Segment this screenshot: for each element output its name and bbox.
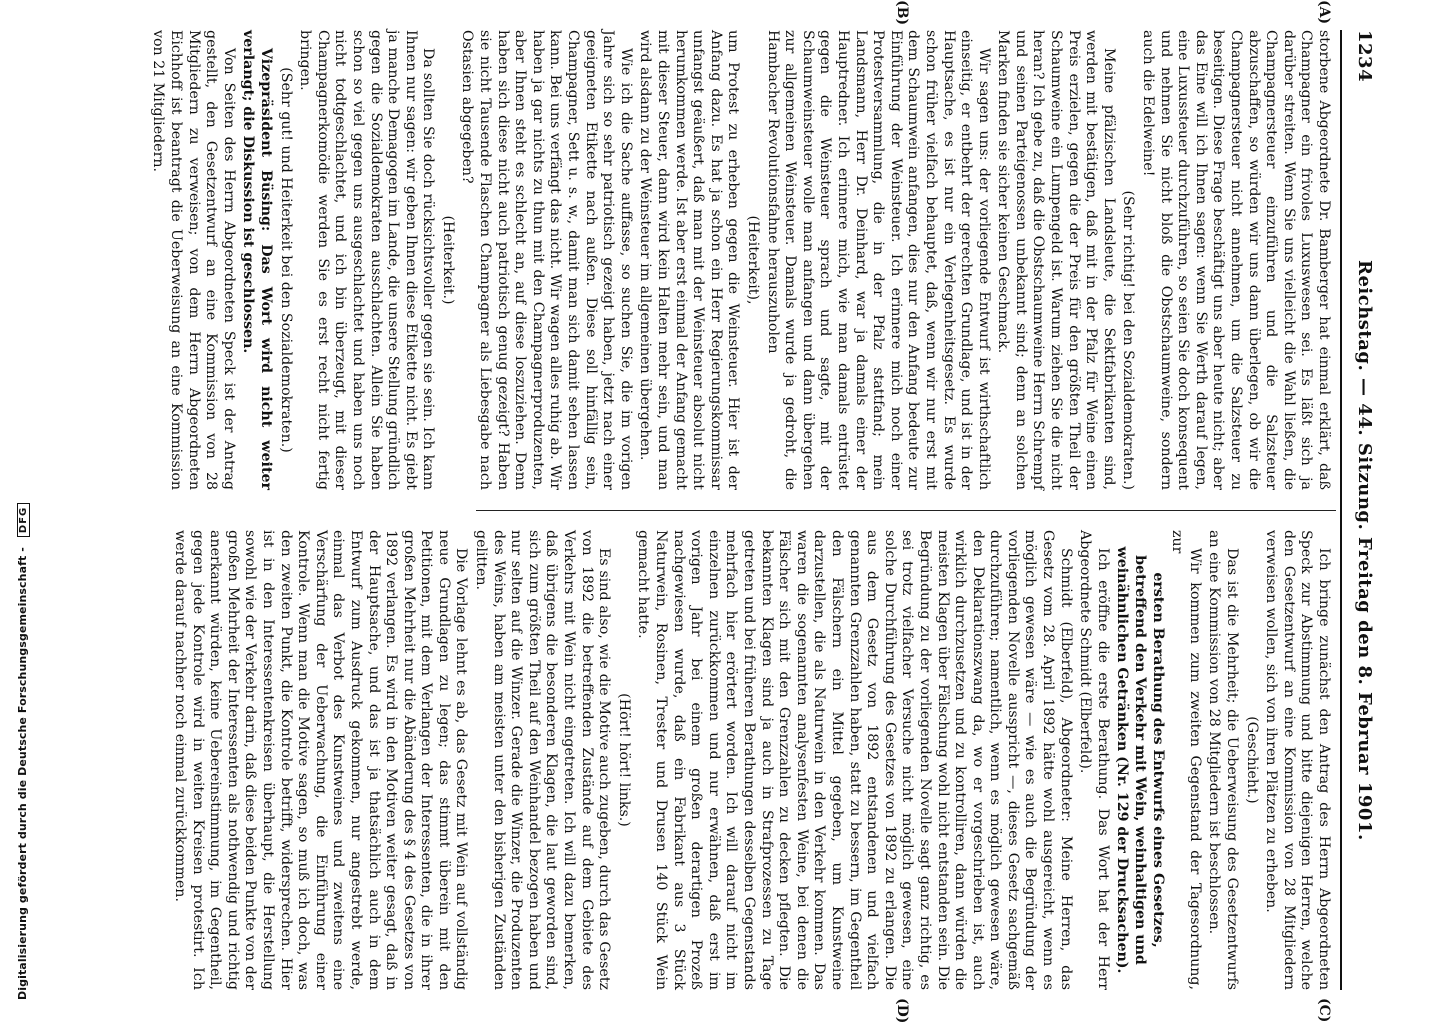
margin-letter-d: (D): [894, 998, 910, 1023]
left-column: [147, 30, 1332, 490]
interjection: (Hört! hört! links.): [615, 693, 632, 827]
speaker-paragraph: Vizepräsident Büsing: Das Wort wird nicht weiter verlangt; die Diskussion ist geschlossen.: [240, 30, 274, 490]
page-number: 1234: [1354, 30, 1376, 83]
paragraph: Meine pfälzischen Landsleute, die Sektfabrikanten sind, werden mit bestätigen, daß mit in der Pfalz für Weine einen Preis erzielen, gegen die der Preis für den größten Theil der Schaumweine ein Lumpengeld ist. Warum ziehen Sie die nicht heran? Ich gebe zu, daß die Obstschaumweine Herrn Schrempf und seinen Parteigenossen unbekannt sind; denn an solchen Marken finden sie sicher keinen Geschmack.: [995, 30, 1117, 490]
interjection: (Heiterkeit),: [745, 215, 761, 305]
paragraph: Wie ich die Sache auffasse, so suchen Sie, die im vorigen Jahre sich so sehr patriotisch gezeigt haben, jetzt nach einer geeigneten Etikette nach außen. Diese soll hinfällig sein, Champagner, Sett u. s. w., damit man sich damit sehen lassen kann. Bei uns verfängt das nicht. Wir wagen alles ruhig ab. Wir haben ja gar nichts zu thun mit den Champagnerproduzenten, aber Ihnen steht es schlecht an, auf diese loszuziehen. Denn haben sich diese nicht auch patriotisch genug gezeigt? Haben sie nicht Tausende Flaschen Champagner als Liebesgabe nach Ostasien abgegeben?: [459, 30, 634, 490]
paragraph: Da sollten Sie doch rücksichtsvoller gegen sie sein. Ich kann Ihnen nur sagen: wir geben Ihnen diese Etikette nicht. Es giebt ja manche Demagogen im Lande, die unsere Stellung gründlich gegen die Sozialdemokraten ausschlachten. Allein Sie haben schon so viel gegen uns ausgeschlachtet und haben uns noch nicht todtgeschlachtet, und ich bin überzeugt, mit dieser Champagnerkomödie werden Sie es erst recht nicht fertig bringen.: [297, 30, 437, 490]
paragraph: storbene Abgeordnete Dr. Bamberger hat einmal erklärt, daß Champagner ein frivoles Luxuswesen sei. Es läßt sich ja darüber streiten. Wenn Sie uns vielleicht die Wahl ließen, die Champagnersteuer einzuführen und die Salzsteuer abzuschaffen, so würden wir uns dann überlegen, ob wir die Champagnersteuer nicht annehmen, um die Salzsteuer zu beseitigen. Diese Frage beschäftigt uns aber heute nicht; aber das Eine will ich Ihnen sagen: wenn Sie Werth darauf legen, eine Luxussteuer durchzuführen, so seien Sie doch konsequent und nehmen Sie nicht bloß die Obstschaumweine, sondern auch die Edelweine!: [1140, 30, 1332, 490]
interjection: (Heiterkeit.): [439, 215, 456, 305]
paragraph: um Protest zu erheben gegen die Weinsteuer. Hier ist der Anfang dazu. Es hat ja schon ein Herr Regierungskommissar unfangst geäußert, daß man mit der Weinsteuer absolut nicht herumkommen werde. Ist aber erst einmal der Anfang gemacht mit dieser Steuer, dann wird kein Halten mehr sein, und man wird alsdann zu der Weinsteuer im allgemeinen übergehen.: [637, 30, 742, 490]
paragraph: Ich eröffne die erste Berathung. Das Wort hat der Herr Abgeordnete Schmidt (Elberfeld).: [1077, 530, 1111, 990]
paragraph: Wir kommen zum zweiten Gegenstand der Tagesordnung, zur: [1169, 530, 1203, 990]
paragraph: Ich bringe zunächst den Antrag des Herrn Abgeordneten Speck zur Abstimmung und bitte diejenigen Herren, welche den Gesetzentwurf an eine Kommission von 28 Mitgliedern verweisen wollen, sich von ihren Plätzen zu erheben.: [1263, 530, 1332, 990]
paragraph: Wir sagen uns: der vorliegende Entwurf ist wirthschaftlich einseitig, er entbehrt der gerechten Grundlage, und ist in der Hauptsache, es ist nur ein Verlegenheitsgesetz. Es wurde schon früher vielfach behauptet, daß, wenn wir nur erst mit dem Schaumwein anfangen, dies nur den Anfang bedeute zur Einführung der Weinsteuer. Ich erinnere mich noch einer Protestversammlung, die in der Pfalz stattfand; mein Landsmann, Herr Dr. Deinhard, war ja damals einer der Hauptredner. Ich erinnere mich, wie man damals entrüstet gegen die Weinsteuer sprach und sagte, mit der Schaumweinsteuer wolle man anfangen und dann übergehen zur allgemeinen Weinsteuer. Damals wurde ja gedroht, die Hambacher Revolutionsfahne herauszuholen: [764, 30, 992, 490]
paragraph: Das ist die Mehrheit; die Ueberweisung des Gesetzentwurfs an eine Kommission von 28 Mitgliedern ist beschlossen.: [1206, 530, 1241, 990]
rotated-page: [80, 0, 1380, 1023]
speaker-paragraph: Schmidt (Elberfeld), Abgeordneter: Meine Herren, das Gesetz vom 28. April 1892 hätte wohl ausgereicht, wenn es möglich gewesen wäre — wie es auch die Begründung der vorliegenden Novelle ausspricht —, dieses Gesetz sachgemäß durchzuführen; namentlich, wenn es möglich gewesen wäre, den Deklarationszwang da, wo er vorgeschrieben ist, auch wirklich durchzusetzen und zu kontrolliren, dann würden die meisten Klagen über Fälschung wohl nicht entstanden sein. Die Begründung zu der vorliegenden Novelle sagt ganz richtig, es sei trotz vielfacher Versuche nicht möglich gewesen, eine solche Durchführung des Gesetzes von 1892 zu erlangen. Die aus dem Gesetz von 1892 entstandenen und vielfach genannten Grenzzahlen haben, statt zu bessern, im Gegentheil den Fälschern ein Mittel gegeben, um Kunstweine darzustellen, die als Naturwein in den Verkehr kommen. Das waren die sogenannten analysenfesten Weine, bei denen die Fälscher sich mit den Grenzzahlen zu decken pflegten. Die bekannten Klagen sind ja auch in Strafprozessen zu Tage getreten und bei früheren Berathungen desselben Gegenstands mehrfach hier erörtert worden. Ich will darauf nicht im einzelnen zurückkommen und nur erwähnen, daß erst im vorigen Jahr bei einem großen derartigen Prozeß nachgewiesen wurde, daß ein Fabrikant aus 3 Stück Naturwein, Rosinen, Trester und Drusen 140 Stück Wein gemacht hatte.: [635, 530, 1074, 990]
paragraph: Die Vorlage lehnt es ab, das Gesetz mit Wein auf vollständig neue Grundlagen zu legen; das stimmt überein mit den Petitionen, mit dem Verlangen der Interessenten, die in ihrer großen Mehrheit nur die Abänderung des § 4 des Gesetzes von 1892 verlangen. Es wird in den Motiven weiter gesagt, daß in der Hauptsache, und das ist ja thatsächlich auch in dem Entwurf zum Ausdruck gekommen, nur angestrebt werde, einmal das Verbot des Kunstweines und zweitens eine Verschärfung der Ueberwachung, die Einführung einer Kontrole. Wenn man die Motive sagen, so muß ich doch, was den zweiten Punkt, die Kontrole betrifft, widersprechen. Hier ist in den Interessentenkreisen überhaupt, die Herstellung sowohl wie der Verkehr darin, daß diese beiden Punkte von der großen Mehrheit der Interessenten als nothwendig und richtig anerkannt würden, keine Uebereinstimmung, im Gegentheil, gegen jede Kontrole wird in weiten Kreisen protestirt. Ich werde darauf nachher noch einmal zurückkommen.: [172, 530, 470, 990]
credit-text: Digitalisierung gefördert durch die Deutsche Forschungsgemeinschaft -: [16, 547, 29, 1000]
column-divider: [476, 510, 1336, 511]
right-column: [168, 530, 1332, 990]
dfg-logo: DFG: [17, 503, 30, 537]
header-rule: [1340, 30, 1342, 990]
interjection: (Geschieht.): [1243, 716, 1260, 804]
agenda-item-title: ersten Berathung des Entwurfs eines Gesetzes, betreffend den Verkehr mit Wein, weinhaltigen und weinähnlichen Getränken (Nr. 129 der Drucksachen).: [1114, 546, 1166, 974]
paragraph: Es sind also, wie die Motive auch zugeben, durch das Gesetz von 1892 die betreffenden Zustände auf dem Gebiete des Verkehrs mit Wein nicht eingetreten. Ich will dazu bemerken, daß übrigens die besonderen Klagen, die laut geworden sind, sich zum größten Theil auf den Weinhandel bezogen haben und nur selten auf die Winzer. Gerade die Winzer, die Produzenten des Weins, haben am meisten unter den bisherigen Zuständen gelitten.: [473, 530, 613, 990]
paragraph: Von Seiten des Herrn Abgeordneten Speck ist der Antrag gestellt, den Gesetzentwurf an eine Kommission von 28 Mitgliedern zu verweisen; von dem Herrn Abgeordneten Eichhoff ist beantragt die Ueberweisung an eine Kommission von 21 Mitgliedern.: [150, 30, 237, 490]
digitization-credit: [2, 360, 29, 1000]
margin-letter-a: (A): [1316, 0, 1332, 25]
margin-letter-b: (B): [894, 0, 910, 26]
interjection: (Sehr gut! und Heiterkeit bei den Sozialdemokraten.): [277, 67, 294, 453]
margin-letter-c: (C): [1316, 998, 1332, 1023]
interjection: (Sehr richtig! bei den Sozialdemokraten.): [1120, 190, 1137, 490]
page-header: [1350, 30, 1380, 990]
running-title: Reichstag. — 44. Sitzung. Freitag den 8. Februar 1901.: [1354, 260, 1376, 841]
